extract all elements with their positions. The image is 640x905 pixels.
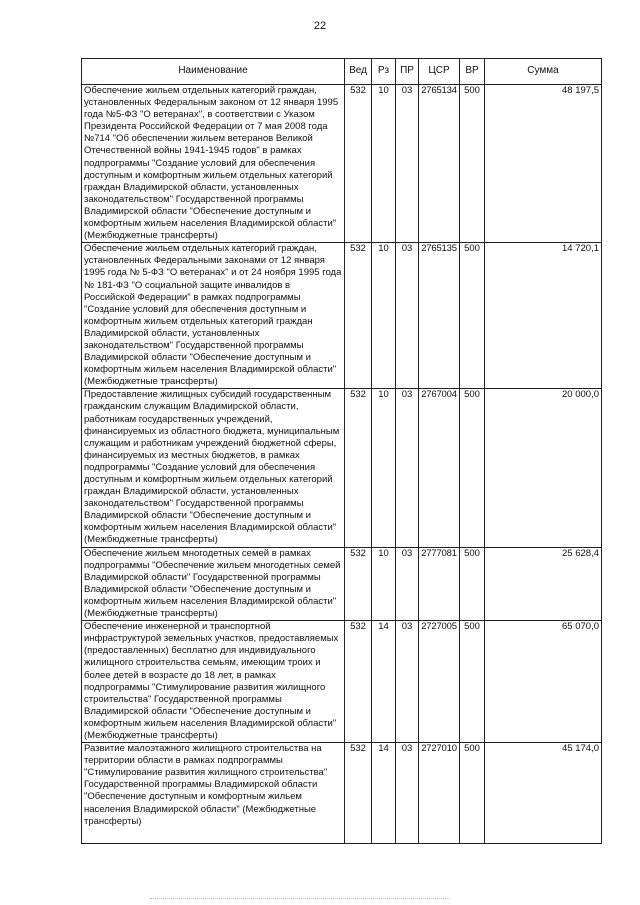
row-rz: 10 xyxy=(372,389,396,547)
row-csr: 2765135 xyxy=(419,243,460,389)
row-pr: 03 xyxy=(396,547,419,621)
row-csr: 2727010 xyxy=(419,743,460,844)
table-row xyxy=(82,621,602,743)
budget-table xyxy=(81,58,602,844)
row-name: Обеспечение инженерной и транспортной инфраструктурой земельных участков, предоставляемых (предоставленных) бесплатно для индивидуального жилищного строительства семьям, имеющим троих и более детей в возрасте до 18 лет, в рамках подпрограммы "Стимулирование развития жилищного строительства" Государственной программы Владимирской области "Обеспечение доступным и комфортным жильем населения Владимирской области" (Межбюджетные трансферты) xyxy=(82,621,345,743)
table-row xyxy=(82,243,602,389)
row-pr: 03 xyxy=(396,621,419,743)
header-vr: ВР xyxy=(460,59,485,85)
row-rz: 10 xyxy=(372,85,396,243)
row-name: Обеспечение жильем отдельных категорий граждан, установленных Федеральными законами от 12 января 1995 года № 5-ФЗ "О ветеранах" и от 24 ноября 1995 года № 181-ФЗ "О социальной защите инвалидов в Российской Федерации" в рамках подпрограммы "Создание условий для обеспечения доступным и комфортным жильем отдельных категорий граждан Владимирской области, установленных законодательством" Государственной программы Владимирской области "Обеспечение доступным и комфортным жильем населения Владимирской области" (Межбюджетные трансферты) xyxy=(82,243,345,389)
row-sum: 48 197,5 xyxy=(485,85,602,243)
table-row xyxy=(82,743,602,844)
row-rz: 10 xyxy=(372,243,396,389)
row-csr: 2765134 xyxy=(419,85,460,243)
row-vr: 500 xyxy=(460,743,485,844)
row-sum: 14 720,1 xyxy=(485,243,602,389)
row-pr: 03 xyxy=(396,85,419,243)
row-ved: 532 xyxy=(345,621,372,743)
row-vr: 500 xyxy=(460,547,485,621)
row-pr: 03 xyxy=(396,389,419,547)
row-name: Обеспечение жильем многодетных семей в рамках подпрограммы "Обеспечение жильем многодетных семей Владимирской области" Государственной программы Владимирской области "Обеспечение доступным и комфортным жильем населения Владимирской области" (Межбюджетные трансферты) xyxy=(82,547,345,621)
table-header-row xyxy=(82,59,602,85)
table-row xyxy=(82,547,602,621)
row-sum: 25 628,4 xyxy=(485,547,602,621)
row-pr: 03 xyxy=(396,743,419,844)
table-row xyxy=(82,85,602,243)
row-csr: 2727005 xyxy=(419,621,460,743)
scan-artifact-line xyxy=(150,898,450,905)
row-name: Предоставление жилищных субсидий государственным гражданским служащим Владимирской области, работникам государственных учреждений, финансируемых из областного бюджета, муниципальным служащим и работникам учреждений бюджетной сферы, финансируемых из местных бюджетов, в рамках подпрограммы "Создание условий для обеспечения доступным и комфортным жильем отдельных категорий граждан Владимирской области, установленных законодательством" Государственной программы Владимирской области "Обеспечение доступным и комфортным жильем населения Владимирской области" (Межбюджетные трансферты) xyxy=(82,389,345,547)
row-vr: 500 xyxy=(460,621,485,743)
header-csr: ЦСР xyxy=(419,59,460,85)
row-name: Развитие малоэтажного жилищного строительства на территории области в рамках подпрограммы "Стимулирование развития жилищного строительства" Государственной программы Владимирской области "Обеспечение доступным и комфортным жильем населения Владимирской области" (Межбюджетные трансферты) xyxy=(82,743,345,844)
row-rz: 14 xyxy=(372,621,396,743)
row-sum: 20 000,0 xyxy=(485,389,602,547)
row-sum: 45 174,0 xyxy=(485,743,602,844)
header-rz: Рз xyxy=(372,59,396,85)
row-ved: 532 xyxy=(345,743,372,844)
row-vr: 500 xyxy=(460,389,485,547)
row-rz: 14 xyxy=(372,743,396,844)
row-sum: 65 070,0 xyxy=(485,621,602,743)
row-name: Обеспечение жильем отдельных категорий граждан, установленных Федеральным законом от 12 января 1995 года №5-ФЗ "О ветеранах", в соответствии с Указом Президента Российской Федерации от 7 мая 2008 года №714 "Об обеспечении жильем ветеранов Великой Отечественной войны 1941-1945 годов" в рамках подпрограммы "Создание условий для обеспечения доступным и комфортным жильем отдельных категорий граждан Владимирской области, установленных законодательством" Государственной программы Владимирской области "Обеспечение доступным и комфортным жильем населения Владимирской области" (Межбюджетные трансферты) xyxy=(82,85,345,243)
row-vr: 500 xyxy=(460,85,485,243)
row-vr: 500 xyxy=(460,243,485,389)
row-rz: 10 xyxy=(372,547,396,621)
header-ved: Вед xyxy=(345,59,372,85)
row-ved: 532 xyxy=(345,243,372,389)
row-csr: 2777081 xyxy=(419,547,460,621)
row-ved: 532 xyxy=(345,389,372,547)
row-ved: 532 xyxy=(345,547,372,621)
page-number: 22 xyxy=(313,20,327,32)
header-sum: Сумма xyxy=(485,59,602,85)
header-name: Наименование xyxy=(82,59,345,85)
row-csr: 2767004 xyxy=(419,389,460,547)
header-pr: ПР xyxy=(396,59,419,85)
row-ved: 532 xyxy=(345,85,372,243)
row-pr: 03 xyxy=(396,243,419,389)
table-row xyxy=(82,389,602,547)
